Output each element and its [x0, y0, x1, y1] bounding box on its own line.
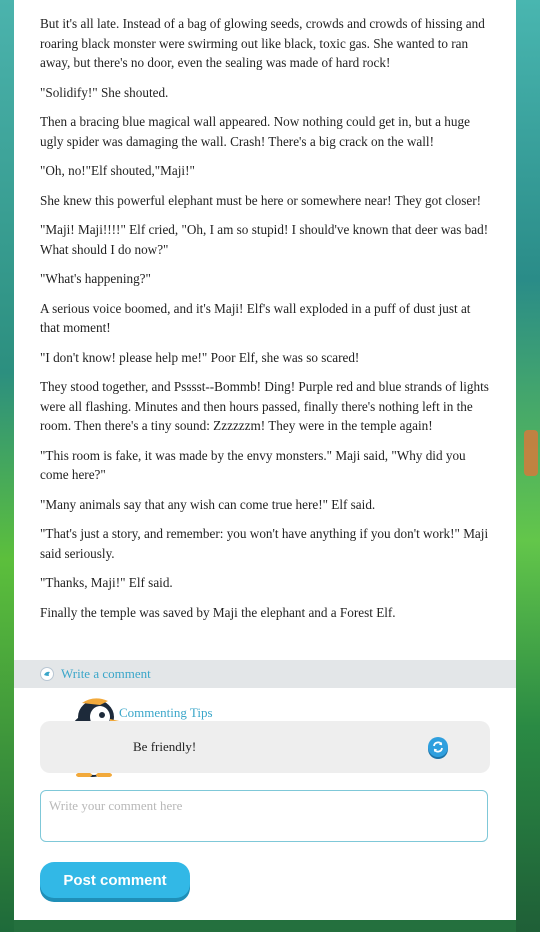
story-paragraph: "Solidify!" She shouted.: [40, 84, 169, 100]
story-paragraph: "I don't know! please help me!" Poor Elf, she was so scared!: [40, 349, 360, 365]
story-paragraph: "Oh, no!"Elf shouted,"Maji!": [40, 163, 195, 178]
write-comment-link[interactable]: Write a comment: [61, 666, 151, 681]
story-paragraph: They stood together, and Psssst--Bommb! Ding! Purple red and blue strands of lights were all flashing. Minutes and then hours passed, finally there's nothing left in the room. Then there's a tiny sound: Zzzzzzm! They were in the temple again!: [40, 379, 489, 433]
lantern-decoration: [524, 430, 538, 476]
story-paragraph: "This room is fake, it was made by the envy monsters." Maji said, "Why did you come here?": [40, 447, 466, 482]
refresh-icon: [431, 740, 445, 754]
refresh-tip-button[interactable]: [428, 737, 448, 757]
story-paragraph: She knew this powerful elephant must be here or somewhere near! They got closer!: [40, 192, 482, 208]
story-paragraph: "What's happening?": [40, 271, 151, 286]
background-left-edge: [0, 0, 14, 932]
bird-icon: [40, 667, 54, 681]
commenting-tips-title: Commenting Tips: [119, 705, 213, 720]
tip-text: Be friendly!: [133, 739, 197, 754]
tip-box: [40, 721, 490, 773]
story-paragraph: Finally the temple was saved by Maji the elephant and a Forest Elf.: [40, 604, 396, 620]
story-paragraph: But it's all late. Instead of a bag of glowing seeds, crowds and crowds of hissing and roaring black monster were swirming out like black, toxic gas. She wanted to ran away, but there's no door, even the sealing was made of hard rock!: [40, 16, 485, 70]
post-comment-button[interactable]: Post comment: [40, 862, 190, 898]
story-paragraph: Then a bracing blue magical wall appeared. Now nothing could get in, but a huge ugly spider was damaging the wall. Crash! There's a big crack on the wall!: [40, 114, 470, 149]
comment-input[interactable]: [40, 790, 488, 842]
story-paragraph: "That's just a story, and remember: you won't have anything if you don't work!" Maji said seriously.: [40, 526, 489, 561]
story-paragraph: "Maji! Maji!!!!" Elf cried, "Oh, I am so stupid! I should've known that deer was bad! What should I do now?": [40, 222, 489, 257]
story-body: [14, 0, 516, 622]
story-paragraph: "Thanks, Maji!" Elf said.: [40, 575, 173, 590]
story-paragraph: "Many animals say that any wish can come true here!" Elf said.: [40, 496, 376, 512]
story-paragraph: A serious voice boomed, and it's Maji! Elf's wall exploded in a puff of dust just at that moment!: [40, 300, 471, 335]
story-card: [14, 0, 516, 920]
background-right-edge: [516, 0, 540, 932]
write-comment-bar[interactable]: [14, 660, 516, 688]
